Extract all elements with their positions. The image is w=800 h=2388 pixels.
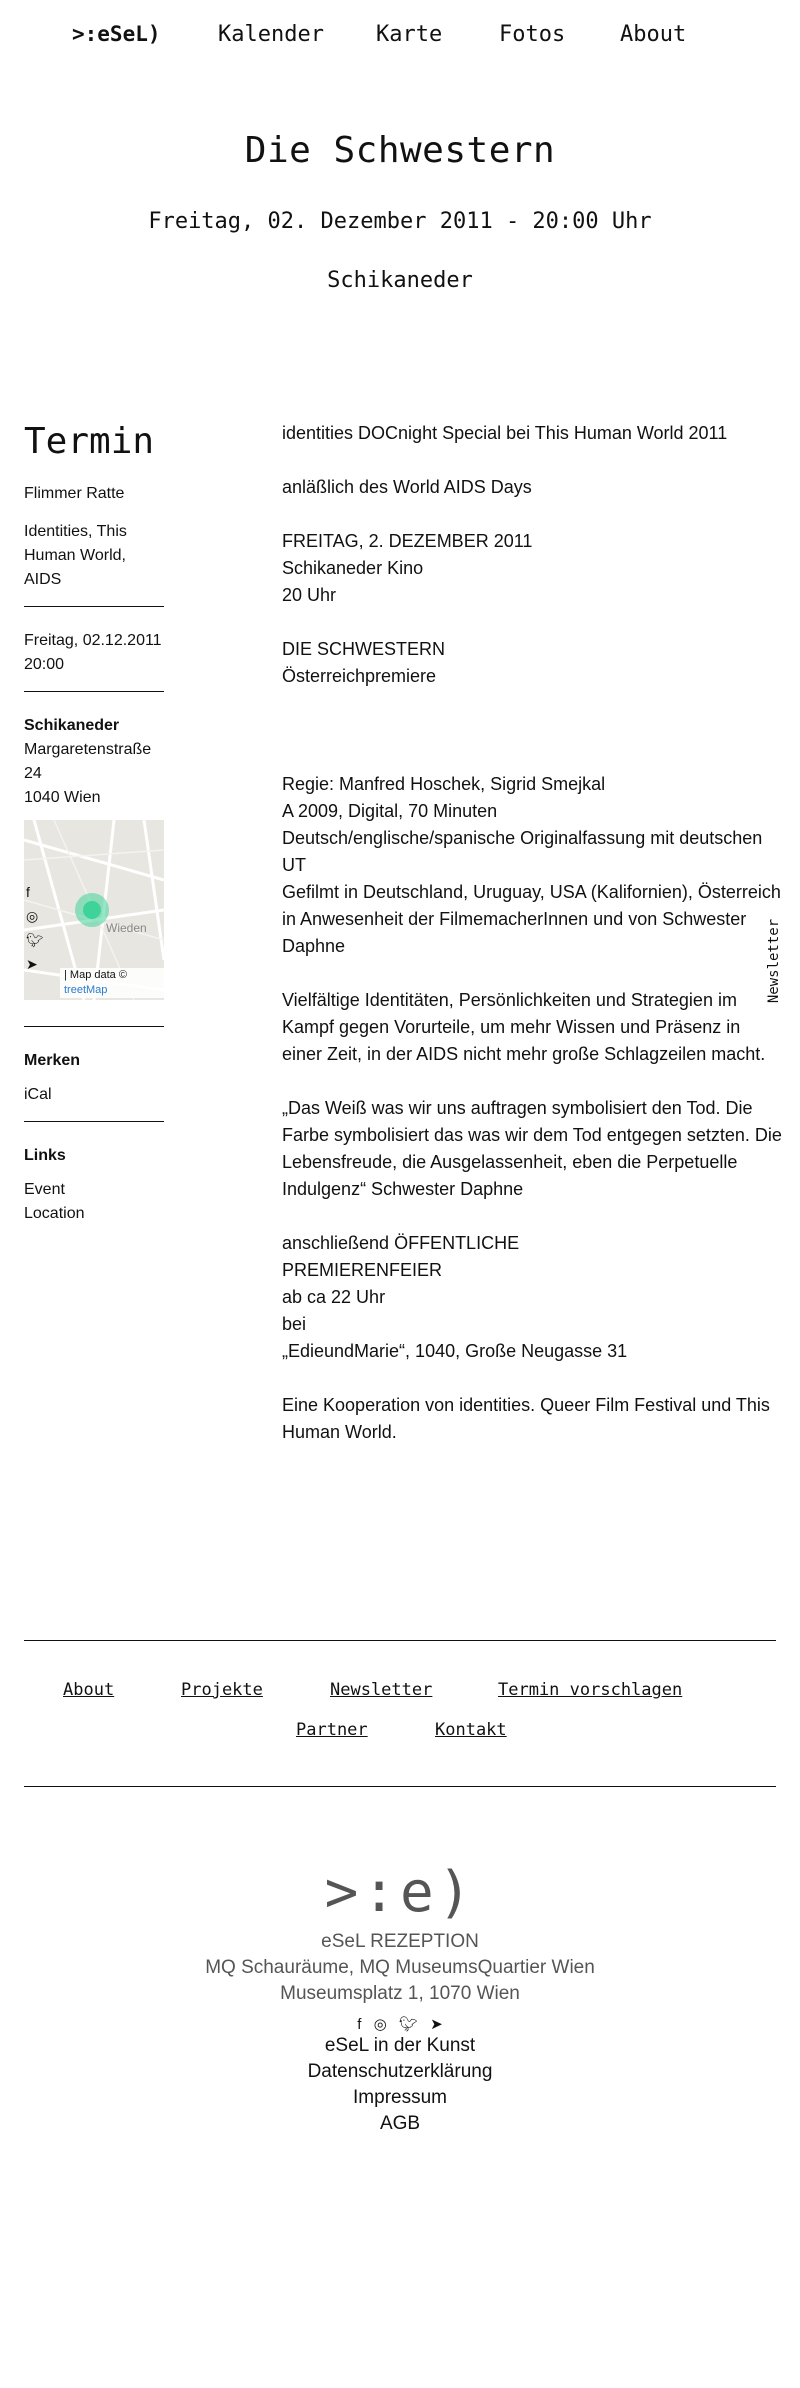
nav-about[interactable]: About bbox=[620, 22, 687, 47]
divider bbox=[24, 1026, 164, 1027]
facebook-icon[interactable]: f bbox=[26, 884, 30, 900]
event-link[interactable]: Event bbox=[24, 1181, 65, 1198]
description-paragraph: Eine Kooperation von identities. Queer Film Festival und This Human World. bbox=[282, 1395, 770, 1442]
footer-line-1: eSeL REZEPTION bbox=[321, 1931, 479, 1952]
map-attribution bbox=[60, 968, 164, 998]
openstreetmap-link[interactable]: treetMap bbox=[64, 984, 108, 996]
footer-divider-top bbox=[24, 1640, 776, 1641]
event-date: Freitag, 02. Dezember 2011 - 20:00 Uhr bbox=[148, 209, 652, 234]
footer-divider-bottom bbox=[24, 1786, 776, 1787]
map-attribution-text: | Map data © bbox=[64, 969, 127, 981]
footer-line-2: MQ Schauräume, MQ MuseumsQuartier Wien bbox=[205, 1957, 595, 1978]
newsletter-tab-label: Newsletter bbox=[766, 918, 783, 1004]
nav-kalender[interactable]: Kalender bbox=[218, 22, 324, 47]
footer-logo: >:e) bbox=[324, 1860, 476, 1925]
location-link[interactable]: Location bbox=[24, 1205, 85, 1222]
event-description bbox=[282, 420, 782, 1473]
footer-link-partner[interactable]: Partner bbox=[296, 1720, 368, 1740]
nav-karte[interactable]: Karte bbox=[376, 22, 443, 47]
telegram-icon[interactable]: ➤ bbox=[430, 2016, 443, 2033]
footer-link-kontakt[interactable]: Kontakt bbox=[435, 1720, 507, 1740]
divider bbox=[24, 1121, 164, 1122]
site-logo[interactable]: >:eSeL) bbox=[72, 22, 161, 46]
organizer: Flimmer Ratte bbox=[24, 485, 125, 502]
divider bbox=[24, 606, 164, 607]
location-map[interactable] bbox=[24, 820, 164, 1000]
instagram-icon[interactable]: ◎ bbox=[373, 2016, 387, 2033]
links-heading: Links bbox=[24, 1147, 66, 1164]
ical-link[interactable]: iCal bbox=[24, 1086, 52, 1103]
footer-link-projekte[interactable]: Projekte bbox=[181, 1680, 263, 1700]
footer-link-kunst[interactable]: eSeL in der Kunst bbox=[324, 2035, 476, 2056]
termin-sidebar bbox=[24, 420, 164, 1226]
footer-address bbox=[0, 1929, 800, 2007]
site-footer bbox=[0, 1860, 800, 2137]
description-paragraph: Regie: Manfred Hoschek, Sigrid Smejkal A 2009, Digital, 70 Minuten Deutsch/englische/spanische Originalfassung mit deutschen UT Gefilmt in Deutschland, Uruguay, USA (Kalifornien), Österreich in Anwesenheit der FilmemacherInnen und von Schwester Daphne bbox=[282, 774, 781, 956]
footer-line-3: Museumsplatz 1, 1070 Wien bbox=[280, 1983, 520, 2004]
divider bbox=[24, 691, 164, 692]
nav-fotos[interactable]: Fotos bbox=[499, 22, 566, 47]
event-tags: Identities, This Human World, AIDS bbox=[24, 523, 127, 588]
share-icons bbox=[24, 880, 64, 976]
newsletter-side-tab[interactable] bbox=[760, 918, 784, 1005]
footer-link-datenschutz[interactable]: Datenschutzerklärung bbox=[307, 2061, 493, 2082]
event-header bbox=[0, 130, 800, 293]
description-paragraph: FREITAG, 2. DEZEMBER 2011 Schikaneder Kino 20 Uhr bbox=[282, 531, 533, 605]
sidebar-heading: Termin bbox=[24, 421, 155, 462]
twitter-icon[interactable]: 🐦︎ bbox=[26, 932, 44, 948]
description-paragraph: DIE SCHWESTERN Österreichpremiere bbox=[282, 639, 446, 686]
footer-social-icons bbox=[0, 2015, 800, 2033]
telegram-icon[interactable]: ➤ bbox=[26, 956, 38, 972]
description-paragraph: identities DOCnight Special bei This Human World 2011 bbox=[282, 423, 728, 443]
top-navigation bbox=[0, 22, 800, 52]
map-area-label: Wieden bbox=[106, 921, 147, 935]
footer-link-newsletter[interactable]: Newsletter bbox=[330, 1680, 433, 1700]
event-datetime: Freitag, 02.12.2011 20:00 bbox=[24, 632, 162, 673]
instagram-icon[interactable]: ◎ bbox=[26, 908, 39, 924]
description-paragraph: anläßlich des World AIDS Days bbox=[282, 477, 532, 497]
merken-heading: Merken bbox=[24, 1052, 81, 1069]
venue-name: Schikaneder bbox=[24, 717, 120, 734]
footer-link-agb[interactable]: AGB bbox=[379, 2113, 421, 2134]
spacer bbox=[282, 717, 782, 771]
page-title: Die Schwestern bbox=[244, 130, 556, 171]
footer-legal-links bbox=[0, 2033, 800, 2137]
description-paragraph: Vielfältige Identitäten, Persönlichkeiten und Strategien im Kampf gegen Vorurteile, um mehr Wissen und Präsenz in einer Zeit, in der AIDS nicht mehr große Schlagzeilen macht. bbox=[282, 990, 766, 1064]
description-paragraph: „Das Weiß was wir uns auftragen symbolisiert den Tod. Die Farbe symbolisiert das was wir dem Tod entgegen setzten. Die Lebensfreude, die Ausgelassenheit, eben die Perpetuelle Indulgenz“ Schwester Daphne bbox=[282, 1098, 782, 1199]
venue-address: Margaretenstraße 24 1040 Wien bbox=[24, 741, 152, 806]
footer-link-about[interactable]: About bbox=[63, 1680, 115, 1700]
twitter-icon[interactable]: 🐦︎ bbox=[398, 2016, 418, 2033]
footer-link-impressum[interactable]: Impressum bbox=[353, 2087, 447, 2108]
facebook-icon[interactable]: f bbox=[357, 2016, 362, 2033]
event-venue: Schikaneder bbox=[327, 268, 473, 293]
description-paragraph: anschließend ÖFFENTLICHE PREMIERENFEIER ab ca 22 Uhr bei „EdieundMarie“, 1040, Große Neugasse 31 bbox=[282, 1233, 628, 1361]
footer-link-termin-vorschlagen[interactable]: Termin vorschlagen bbox=[498, 1680, 683, 1700]
